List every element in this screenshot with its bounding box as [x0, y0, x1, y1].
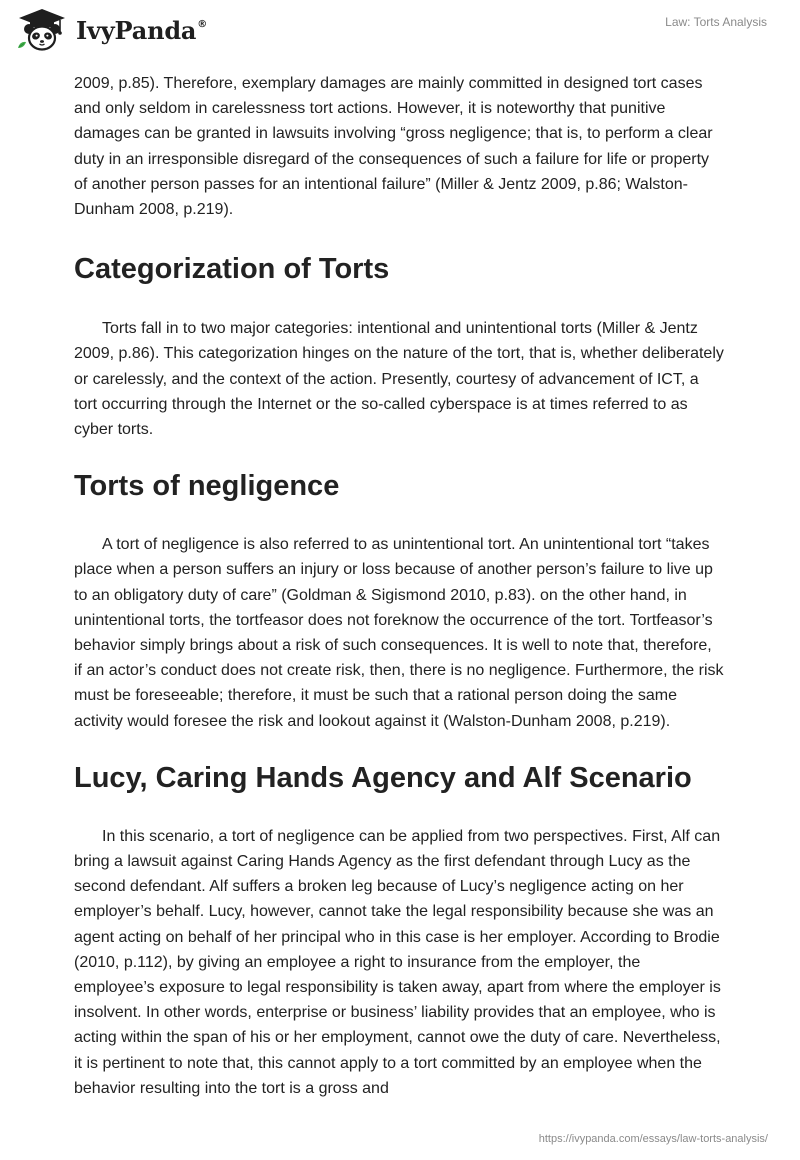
section-heading-scenario: Lucy, Caring Hands Agency and Alf Scenario [74, 761, 692, 794]
source-url[interactable]: https://ivypanda.com/essays/law-torts-analysis/ [538, 1133, 768, 1145]
panda-graduation-cap-icon [14, 8, 70, 52]
intro-paragraph: 2009, p.85). Therefore, exemplary damages are mainly committed in designed tort cases and only seldom in carelessness tort actions. However, it is noteworthy that punitive damages can be granted in lawsuits involving “gross negligence; that is, to perform a clear duty in an irresponsible disregard of the consequences of such a failure for life or property of another person passes for an intentional failure” (Miller & Jentz 2009, p.86; Walston-Dunham 2008, p.219). [74, 75, 713, 219]
registered-mark: ® [197, 18, 208, 30]
section-paragraph-categorization: Torts fall in to two major categories: intentional and unintentional torts (Miller & Jentz 2009, p.86). This categorization hinges on the nature of the tort, that is, whether deliberately or carelessly, and the context of the action. Presently, courtesy of advancement of ICT, a tort occurring through the Internet or the so-called cyberspace is at times referred to as cyber torts. [74, 320, 724, 439]
document-title: Law: Torts Analysis [665, 15, 767, 29]
logo-wordmark: IvyPanda® [76, 15, 208, 45]
section-heading-categorization: Categorization of Torts [74, 253, 390, 286]
section-paragraph-negligence: A tort of negligence is also referred to as unintentional tort. An unintentional tort “takes place when a person suffers an injury or loss because of another person’s failure to live up to an obligatory duty of care” (Goldman & Sigismond 2010, p.83). on the other hand, in unintentional torts, the tortfeasor does not foreknow the occurrence of the tort. Tortfeasor’s behavior simply brings about a risk of such consequences. It is well to note that, therefore, if an actor’s conduct does not create risk, then, there is no negligence. Furthermore, the risk must be foreseeable; therefore, it must be such that a rational person doing the same activity would foresee the risk and lookout against it (Walston-Dunham 2008, p.219). [74, 536, 724, 730]
page-header [0, 0, 800, 60]
section-paragraph-scenario: In this scenario, a tort of negligence can be applied from two perspectives. First, Alf can bring a lawsuit against Caring Hands Agency as the first defendant through Lucy as the second defendant. Alf suffers a broken leg because of Lucy’s negligence acting on her employer’s behalf. Lucy, however, cannot take the legal responsibility because she was an agent acting on behalf of her principal who in this case is her employer. According to Brodie (2010, p.112), by giving an employee a right to insurance from the employer, the employee’s exposure to legal responsibility is taken away, apart from where the employer is insolvent. In other words, enterprise or business’ liability provides that an employee, who is acting within the span of his or her employment, cannot owe the duty of care. Nevertheless, it is pertinent to note that, this cannot apply to a tort committed by an employee when the behavior resulting into the tort is a gross and [74, 827, 721, 1097]
ivypanda-logo[interactable] [14, 8, 207, 52]
essay-content [74, 71, 724, 1101]
section-heading-negligence: Torts of negligence [74, 470, 340, 503]
